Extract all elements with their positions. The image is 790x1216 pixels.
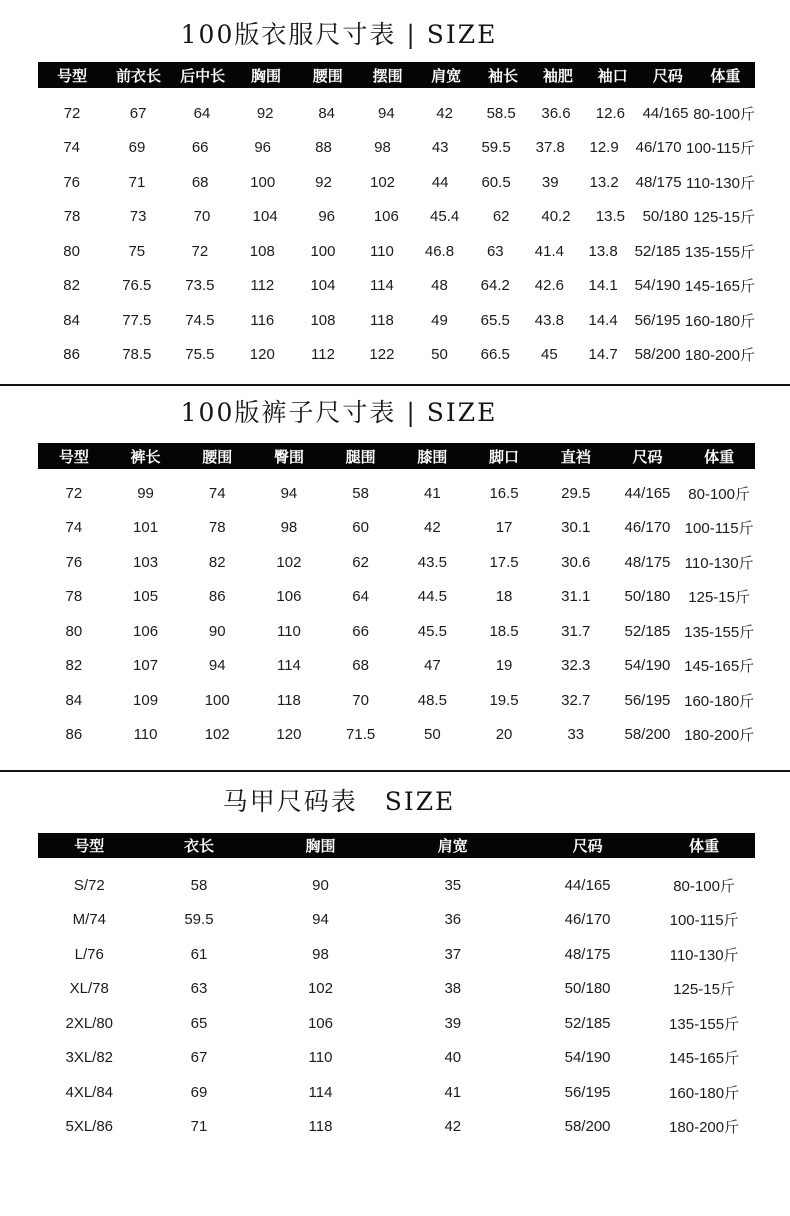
table-cell: 108	[310, 311, 336, 329]
column-header: 裤长	[130, 448, 161, 466]
vest-table-body	[38, 858, 755, 1144]
table-cell: 60.5	[481, 173, 511, 191]
table-row	[38, 545, 755, 580]
table-cell: 58/200	[634, 346, 681, 364]
shirt-table-body	[38, 88, 755, 372]
table-cell: 98	[280, 519, 298, 537]
table-cell: 100-115斤	[684, 520, 754, 538]
table-cell: 80-100斤	[688, 485, 750, 503]
vest-table-header-row	[38, 833, 755, 858]
table-cell: 105	[133, 588, 159, 606]
table-cell: 118	[369, 311, 394, 329]
table-cell: 72	[65, 484, 83, 502]
table-cell: 58	[352, 484, 369, 502]
table-cell: 65.5	[480, 311, 510, 329]
table-cell: 14.7	[588, 346, 618, 364]
table-cell: 77.5	[122, 311, 152, 329]
table-row	[38, 868, 755, 903]
table-cell: 78	[208, 519, 226, 537]
column-header: 脚口	[489, 448, 520, 466]
table-cell: 84	[63, 311, 80, 329]
table-cell: 64	[193, 104, 211, 122]
column-header: 腰围	[312, 67, 343, 85]
table-cell: 62	[352, 553, 369, 571]
table-cell: S/72	[73, 876, 105, 894]
table-cell: 50/180	[564, 980, 611, 998]
table-cell: 19.5	[489, 691, 519, 709]
table-row	[38, 614, 755, 649]
table-cell: 37.8	[535, 139, 565, 157]
table-cell: 43.8	[534, 311, 564, 329]
table-cell: 74	[63, 139, 81, 157]
table-cell: 45.5	[417, 622, 447, 640]
table-cell: 44/165	[624, 484, 671, 502]
table-cell: 12.6	[595, 104, 625, 122]
table-cell: 109	[133, 691, 159, 709]
table-cell: 98	[312, 945, 329, 963]
table-cell: 103	[133, 553, 159, 571]
table-cell: 96	[254, 139, 272, 157]
table-row	[38, 476, 755, 511]
table-cell: 78	[63, 208, 81, 226]
table-cell: 75.5	[185, 346, 215, 364]
table-cell: 46/170	[624, 519, 671, 537]
table-cell: 13.2	[589, 173, 619, 191]
table-cell: 73	[129, 208, 147, 226]
table-cell: 74.5	[185, 311, 215, 329]
table-cell: 30.6	[561, 553, 591, 571]
pants-table-body	[38, 469, 755, 752]
table-cell: 116	[250, 311, 275, 329]
table-cell: 101	[133, 519, 159, 537]
table-cell: 104	[310, 277, 336, 295]
table-cell: 30.1	[561, 519, 591, 537]
table-cell: 102	[307, 980, 333, 998]
table-cell: 42	[423, 519, 441, 537]
table-cell: 48/175	[624, 553, 671, 571]
table-cell: 70	[193, 208, 211, 226]
table-cell: 68	[352, 657, 369, 675]
table-cell: 42	[444, 1118, 462, 1136]
table-cell: 71	[128, 173, 146, 191]
pants-table-header-row	[38, 443, 755, 469]
table-cell: 41.4	[534, 242, 564, 260]
column-header: 肩宽	[431, 67, 462, 85]
table-cell: 18	[495, 588, 513, 606]
table-cell: 46/170	[635, 139, 682, 157]
table-cell: 99	[137, 484, 154, 502]
table-cell: 14.1	[588, 277, 618, 295]
table-cell: 48/175	[635, 173, 682, 191]
table-cell: 82	[208, 553, 226, 571]
table-cell: 32.3	[561, 657, 591, 675]
table-cell: 88	[315, 139, 332, 157]
table-cell: 38	[444, 980, 462, 998]
table-cell: 42	[436, 104, 453, 122]
table-cell: 36	[444, 911, 462, 929]
table-cell: 94	[208, 657, 226, 675]
table-cell: 160-180斤	[684, 312, 755, 330]
table-row	[38, 683, 755, 718]
table-row	[38, 718, 755, 753]
table-row	[38, 96, 755, 131]
table-cell: 48/175	[564, 945, 611, 963]
table-cell: 65	[190, 1014, 208, 1032]
table-cell: 56/195	[564, 1083, 611, 1101]
section-divider	[0, 770, 790, 772]
table-cell: 50/180	[624, 588, 671, 606]
column-header: 膝围	[417, 448, 448, 466]
vest-size-section	[0, 787, 790, 1144]
table-cell: 20	[495, 726, 513, 744]
table-row	[38, 234, 755, 269]
table-row	[38, 972, 755, 1007]
table-cell: 106	[133, 622, 159, 640]
table-cell: 180-200斤	[669, 1119, 740, 1137]
table-cell: 59.5	[184, 911, 214, 929]
table-cell: 72	[191, 242, 209, 260]
table-cell: 63	[190, 980, 208, 998]
table-cell: 12.9	[589, 139, 619, 157]
table-cell: 54/190	[624, 657, 671, 675]
column-header: 摆围	[372, 67, 403, 85]
table-row	[38, 338, 755, 373]
column-header: 号型	[74, 838, 105, 855]
table-cell: 160-180斤	[684, 692, 755, 710]
table-cell: L/76	[74, 945, 104, 963]
table-cell: 68	[191, 173, 209, 191]
table-cell: 14.4	[588, 311, 618, 329]
table-cell: 110	[133, 726, 158, 744]
table-cell: 135-155斤	[684, 243, 755, 261]
pants-table-title: 100版裤子尺寸表 | SIZE	[180, 398, 498, 427]
column-header: 腿围	[345, 448, 376, 466]
table-cell: 90	[312, 876, 329, 894]
table-cell: 80-100斤	[693, 105, 755, 123]
table-cell: 56/195	[634, 311, 681, 329]
table-cell: 78.5	[122, 346, 152, 364]
table-cell: 54/190	[564, 1049, 611, 1067]
table-cell: 110-130斤	[686, 174, 755, 192]
table-cell: 18.5	[489, 622, 519, 640]
table-cell: 3XL/82	[65, 1049, 114, 1067]
table-cell: 17.5	[489, 553, 519, 571]
table-cell: 49	[431, 311, 448, 329]
table-cell: 102	[276, 553, 302, 571]
column-header: 臀围	[273, 448, 304, 466]
column-header: 胸围	[305, 838, 336, 855]
column-header: 号型	[57, 67, 88, 85]
table-cell: 84	[65, 691, 83, 709]
table-cell: 82	[65, 657, 83, 675]
table-cell: 98	[374, 139, 391, 157]
table-cell: 13.5	[595, 208, 625, 226]
table-cell: 64	[352, 588, 369, 606]
table-cell: 54/190	[634, 277, 681, 295]
table-cell: 16.5	[489, 484, 519, 502]
table-cell: 58/200	[624, 726, 671, 744]
table-cell: 104	[252, 208, 278, 226]
table-cell: 110	[276, 622, 301, 640]
table-cell: 40	[444, 1049, 462, 1067]
table-cell: 114	[308, 1083, 333, 1101]
table-cell: 125-15斤	[693, 209, 755, 227]
table-row	[38, 303, 755, 338]
table-cell: 92	[315, 173, 332, 191]
table-cell: 35	[444, 876, 462, 894]
table-cell: 40.2	[541, 208, 571, 226]
shirt-table-title: 100版衣服尺寸表 | SIZE	[180, 20, 498, 49]
table-cell: 145-165斤	[669, 1050, 740, 1068]
table-cell: 52/185	[564, 1014, 611, 1032]
table-cell: 120	[249, 346, 275, 364]
table-cell: 94	[378, 104, 395, 122]
table-cell: 5XL/86	[65, 1118, 114, 1136]
table-cell: 86	[65, 726, 83, 744]
section-divider	[0, 384, 790, 386]
table-cell: 50/180	[642, 208, 689, 226]
table-cell: 76	[63, 173, 81, 191]
table-cell: 76.5	[122, 277, 152, 295]
table-cell: 50	[431, 346, 448, 364]
shirt-size-section	[0, 20, 790, 372]
table-cell: 74	[65, 519, 83, 537]
table-cell: 114	[276, 657, 301, 675]
table-cell: 67	[129, 104, 147, 122]
table-cell: 50	[423, 726, 441, 744]
table-cell: 110	[308, 1049, 333, 1067]
table-row	[38, 269, 755, 304]
column-header: 腰围	[202, 448, 233, 466]
table-cell: 86	[63, 346, 80, 364]
table-cell: 29.5	[561, 484, 591, 502]
table-cell: 82	[63, 277, 80, 295]
table-cell: 48	[431, 277, 448, 295]
table-cell: 80-100斤	[673, 877, 735, 895]
table-cell: 41	[444, 1083, 462, 1101]
table-cell: 66.5	[480, 346, 510, 364]
pants-size-section	[0, 398, 790, 752]
table-cell: 44/165	[642, 104, 689, 122]
table-cell: 69	[128, 139, 146, 157]
table-cell: 73.5	[185, 277, 215, 295]
table-cell: 110-130斤	[684, 554, 754, 572]
table-row	[38, 511, 755, 546]
table-cell: 114	[369, 277, 394, 295]
table-cell: 102	[370, 173, 396, 191]
table-cell: 62	[492, 208, 510, 226]
table-cell: 96	[318, 208, 335, 226]
column-header: 后中长	[180, 67, 226, 85]
table-cell: 80	[63, 242, 80, 260]
vest-table-title: 马甲尺码表 SIZE	[222, 787, 456, 816]
table-cell: 145-165斤	[684, 658, 755, 676]
table-cell: 58	[190, 876, 208, 894]
column-header: 衣长	[183, 838, 214, 855]
table-cell: 112	[250, 277, 275, 295]
table-cell: 100-115斤	[686, 140, 755, 158]
table-cell: 84	[318, 104, 335, 122]
column-header: 胸围	[251, 67, 282, 85]
table-cell: 100-115斤	[669, 912, 739, 930]
table-cell: 44.5	[417, 588, 447, 606]
table-cell: 46.8	[424, 242, 455, 260]
table-cell: 44	[431, 173, 449, 191]
table-cell: 59.5	[481, 139, 511, 157]
table-cell: M/74	[72, 911, 106, 929]
table-cell: 33	[567, 726, 585, 744]
table-cell: 48.5	[417, 691, 447, 709]
table-cell: 41	[423, 484, 441, 502]
table-row	[38, 937, 755, 972]
table-cell: 110	[369, 242, 394, 260]
table-cell: 46/170	[564, 911, 611, 929]
table-cell: 45	[541, 346, 558, 364]
table-cell: 71	[190, 1118, 208, 1136]
table-cell: 31.1	[561, 588, 591, 606]
column-header: 前衣长	[115, 67, 161, 85]
table-cell: 110-130斤	[669, 946, 739, 964]
table-cell: 160-180斤	[669, 1084, 740, 1102]
table-cell: 90	[208, 622, 226, 640]
column-header: 尺码	[572, 838, 603, 855]
table-cell: 100	[250, 173, 276, 191]
table-cell: 43.5	[417, 553, 447, 571]
table-row	[38, 200, 755, 235]
column-header: 体重	[710, 67, 741, 85]
table-row	[38, 903, 755, 938]
table-cell: 13.8	[588, 242, 618, 260]
table-cell: 61	[190, 945, 208, 963]
table-cell: 43	[431, 139, 449, 157]
table-cell: 52/185	[624, 622, 671, 640]
table-cell: 120	[276, 726, 302, 744]
table-cell: 106	[276, 588, 302, 606]
table-cell: 94	[312, 911, 329, 929]
column-header: 直裆	[560, 448, 591, 466]
vest-size-table	[38, 833, 755, 1144]
table-cell: 92	[256, 104, 274, 122]
table-cell: 64.2	[480, 277, 510, 295]
table-cell: 107	[133, 657, 159, 675]
pants-size-table	[38, 443, 755, 752]
table-row	[38, 1110, 755, 1145]
table-cell: 74	[208, 484, 226, 502]
table-row	[38, 649, 755, 684]
table-row	[38, 1075, 755, 1110]
table-cell: 72	[63, 104, 81, 122]
shirt-table-header-row	[38, 62, 755, 88]
table-cell: 67	[190, 1049, 208, 1067]
table-cell: 17	[495, 519, 513, 537]
shirt-size-table	[38, 62, 755, 372]
table-cell: 58/200	[564, 1118, 611, 1136]
table-cell: 145-165斤	[684, 278, 755, 296]
table-cell: 56/195	[624, 691, 671, 709]
table-cell: 66	[191, 139, 209, 157]
table-cell: 86	[208, 588, 226, 606]
table-cell: 118	[276, 691, 301, 709]
table-cell: 63	[486, 242, 504, 260]
table-cell: 44/165	[564, 876, 611, 894]
column-header: 体重	[689, 838, 720, 855]
table-cell: 135-155斤	[669, 1015, 740, 1033]
column-header: 尺码	[632, 448, 663, 466]
table-cell: 94	[280, 484, 298, 502]
table-cell: 118	[308, 1118, 333, 1136]
table-cell: 52/185	[634, 242, 681, 260]
table-cell: 100	[310, 242, 336, 260]
table-cell: 58.5	[486, 104, 516, 122]
column-header: 号型	[58, 448, 89, 466]
table-row	[38, 131, 755, 166]
table-cell: 2XL/80	[65, 1014, 114, 1032]
table-row	[38, 1041, 755, 1076]
table-cell: 70	[352, 691, 369, 709]
table-cell: 71.5	[346, 726, 376, 744]
table-cell: 69	[190, 1083, 208, 1101]
table-cell: 45.4	[430, 208, 460, 226]
table-cell: 66	[352, 622, 369, 640]
column-header: 袖长	[487, 67, 518, 85]
table-cell: 37	[444, 945, 462, 963]
table-cell: 39	[444, 1014, 462, 1032]
table-cell: 42.6	[534, 277, 564, 295]
table-cell: 106	[307, 1014, 333, 1032]
table-cell: 75	[128, 242, 146, 260]
table-cell: 4XL/84	[65, 1083, 114, 1101]
column-header: 尺码	[652, 67, 683, 85]
table-row	[38, 580, 755, 615]
table-cell: 125-15斤	[688, 589, 750, 607]
table-cell: 76	[65, 553, 83, 571]
column-header: 袖肥	[542, 67, 573, 85]
table-row	[38, 165, 755, 200]
table-cell: 125-15斤	[673, 981, 735, 999]
table-cell: 180-200斤	[684, 727, 755, 745]
table-cell: 39	[541, 173, 559, 191]
table-cell: 106	[373, 208, 399, 226]
table-cell: 102	[204, 726, 230, 744]
table-cell: 135-155斤	[684, 623, 755, 641]
table-cell: 31.7	[561, 622, 591, 640]
table-cell: 60	[352, 519, 369, 537]
table-cell: 122	[369, 346, 395, 364]
table-cell: 78	[65, 588, 83, 606]
table-cell: 19	[495, 657, 513, 675]
table-cell: 108	[249, 242, 275, 260]
column-header: 体重	[704, 448, 735, 466]
table-cell: 180-200斤	[684, 347, 755, 365]
table-cell: 47	[423, 657, 441, 675]
table-cell: 100	[204, 691, 230, 709]
table-cell: 36.6	[541, 104, 571, 122]
table-cell: 32.7	[561, 691, 591, 709]
table-cell: 112	[311, 346, 335, 364]
table-cell: 80	[65, 622, 83, 640]
table-cell: XL/78	[69, 980, 109, 998]
column-header: 肩宽	[437, 838, 468, 855]
column-header: 袖口	[597, 67, 628, 85]
table-row	[38, 1006, 755, 1041]
